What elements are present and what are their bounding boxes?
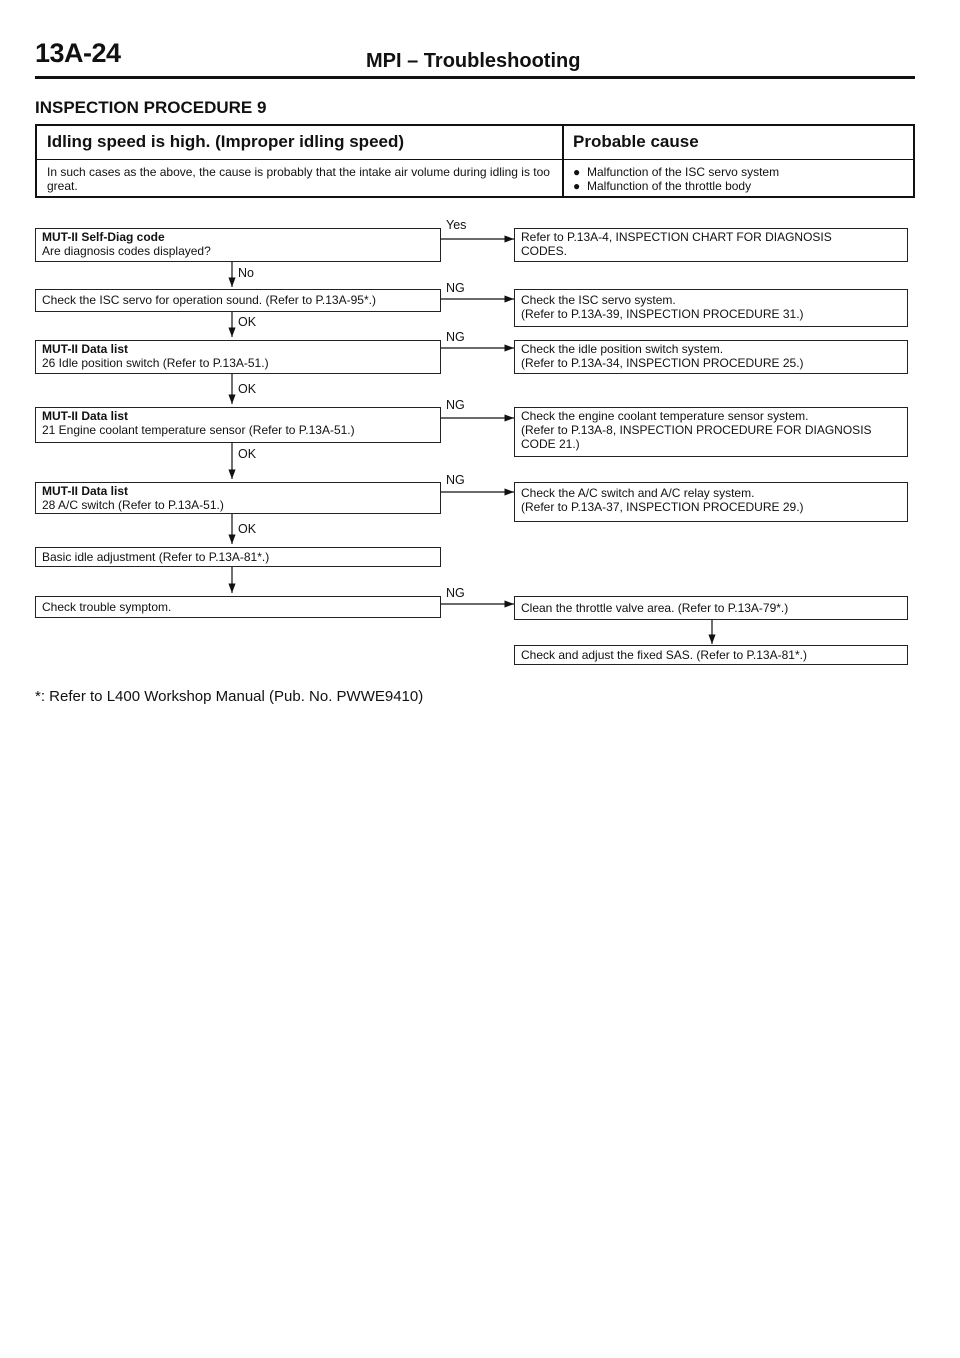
result-coolant-temp-sensor	[514, 407, 908, 457]
result-ac-relay-system	[514, 482, 908, 522]
step-title: MUT-II Self-Diag code	[42, 230, 165, 244]
cause-item: ● Malfunction of the throttle body	[573, 179, 752, 193]
procedure-title: INSPECTION PROCEDURE 9	[35, 98, 267, 117]
step-text: 21 Engine coolant temperature sensor (Refer to P.13A-51.)	[42, 423, 355, 437]
result-line: Check and adjust the fixed SAS. (Refer to P.13A-81*.)	[521, 648, 807, 662]
page-number: 13A-24	[35, 38, 121, 68]
step-text: Check trouble symptom.	[42, 600, 172, 614]
branch-label-ok: OK	[238, 447, 257, 461]
result-line: Check the A/C switch and A/C relay system.	[521, 486, 755, 500]
step-title: MUT-II Data list	[42, 342, 129, 356]
step-ac-switch	[35, 482, 441, 514]
step-text: 26 Idle position switch (Refer to P.13A-51.)	[42, 356, 269, 370]
result-line: Check the engine coolant temperature sensor system.	[521, 409, 809, 423]
branch-label-ok: OK	[238, 315, 257, 329]
step-basic-idle-adjustment	[35, 547, 441, 567]
result-line: (Refer to P.13A-39, INSPECTION PROCEDURE 31.)	[521, 307, 804, 321]
step-title: MUT-II Data list	[42, 484, 129, 498]
result-line: (Refer to P.13A-37, INSPECTION PROCEDURE 29.)	[521, 500, 804, 514]
branch-label-ok: OK	[238, 522, 257, 536]
result-line: Clean the throttle valve area. (Refer to P.13A-79*.)	[521, 601, 789, 615]
branch-label-ok: OK	[238, 382, 257, 396]
result-line: Refer to P.13A-4, INSPECTION CHART FOR DIAGNOSIS	[521, 230, 832, 244]
step-text: Check the ISC servo for operation sound. (Refer to P.13A-95*.)	[42, 293, 376, 307]
result-line: (Refer to P.13A-8, INSPECTION PROCEDURE FOR DIAGNOSIS	[521, 423, 872, 437]
branch-label-no: No	[238, 266, 254, 280]
result-diagnosis-chart	[514, 228, 908, 262]
result-line: CODE 21.)	[521, 437, 580, 451]
branch-label-yes: Yes	[446, 218, 467, 232]
step-isc-servo-sound	[35, 289, 441, 312]
branch-label-ng: NG	[446, 473, 465, 487]
page-title: MPI – Troubleshooting	[366, 50, 581, 72]
step-coolant-temp-sensor	[35, 407, 441, 443]
result-isc-servo-system	[514, 289, 908, 327]
step-title: MUT-II Data list	[42, 409, 129, 423]
result-idle-position-switch	[514, 340, 908, 374]
branch-label-ng: NG	[446, 586, 465, 600]
result-line: CODES.	[521, 244, 568, 258]
result-clean-throttle-valve	[514, 596, 908, 620]
cause-item: ● Malfunction of the ISC servo system	[573, 165, 780, 179]
bullet-icon: ●	[573, 165, 581, 179]
footnote: *: Refer to L400 Workshop Manual (Pub. No. PWWE9410)	[35, 688, 424, 705]
bullet-icon: ●	[573, 179, 581, 193]
step-text: Are diagnosis codes displayed?	[42, 244, 211, 258]
step-text: Basic idle adjustment (Refer to P.13A-81*.)	[42, 550, 270, 564]
result-line: Check the idle position switch system.	[521, 342, 724, 356]
step-idle-position-switch	[35, 340, 441, 374]
step-text: 28 A/C switch (Refer to P.13A-51.)	[42, 498, 224, 512]
step-check-trouble-symptom	[35, 596, 441, 618]
branch-label-ng: NG	[446, 281, 465, 295]
result-line: (Refer to P.13A-34, INSPECTION PROCEDURE 25.)	[521, 356, 804, 370]
result-adjust-fixed-sas	[514, 645, 908, 665]
symptom-description: In such cases as the above, the cause is probably that the intake air volume during idling is too great.	[47, 165, 550, 193]
branch-label-ng: NG	[446, 398, 465, 412]
result-line: Check the ISC servo system.	[521, 293, 676, 307]
cause-heading: Probable cause	[573, 132, 699, 151]
step-self-diag-code	[35, 228, 441, 262]
branch-label-ng: NG	[446, 330, 465, 344]
symptom-heading: Idling speed is high. (Improper idling speed)	[47, 132, 405, 151]
